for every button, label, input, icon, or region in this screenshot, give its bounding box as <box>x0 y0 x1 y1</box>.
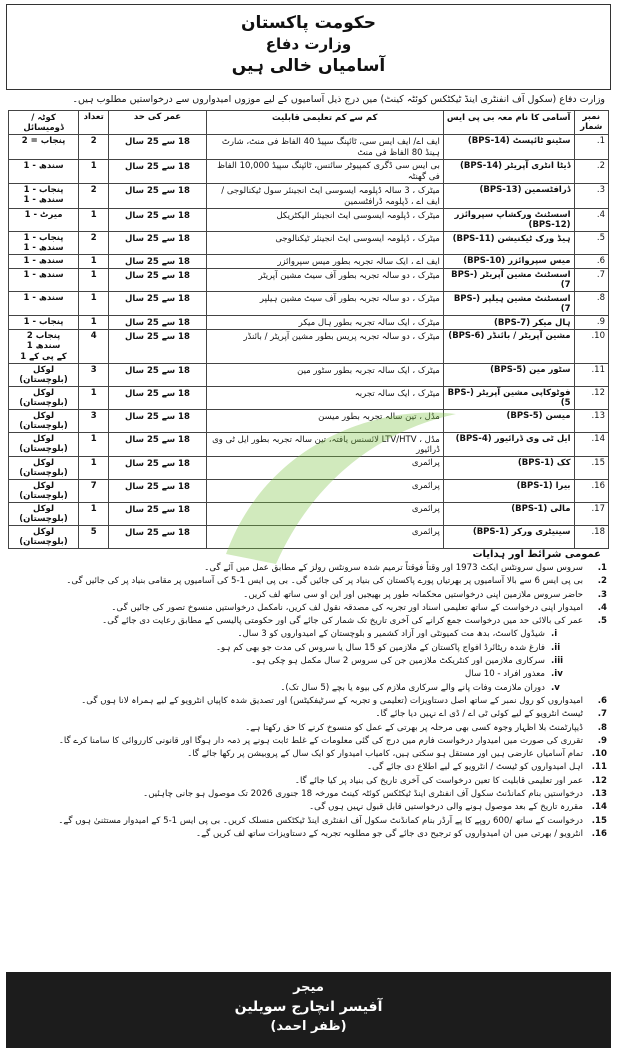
term-number: 12. <box>591 775 607 786</box>
row-post: ڈیٹا انٹری آپریٹر (BPS-14) <box>443 160 574 184</box>
row-serial: 11. <box>574 364 608 387</box>
row-age: 18 سے 25 سال <box>109 209 206 232</box>
row-post: ڈرافٹسمین (BPS-13) <box>443 184 574 209</box>
quota-line: لوکل (بلوچستان) <box>19 434 68 454</box>
vacancies-title: آسامیاں خالی ہیں <box>231 56 386 76</box>
term-item <box>12 815 607 828</box>
row-quota <box>9 330 79 364</box>
row-post: اسسٹنٹ ورکشاپ سپروائزر (BPS-12) <box>443 209 574 232</box>
term-item <box>12 655 607 668</box>
row-age: 18 سے 25 سال <box>109 364 206 387</box>
term-number: iii. <box>551 656 564 667</box>
term-number: v. <box>551 682 560 693</box>
term-item <box>12 628 607 641</box>
row-age: 18 سے 25 سال <box>109 316 206 330</box>
row-serial: 15. <box>574 457 608 480</box>
table-body <box>9 135 609 549</box>
row-qualification: میٹرک ، ایک سالہ تجربہ بطور سٹور مین <box>206 364 443 387</box>
row-serial: 3. <box>574 184 608 209</box>
row-count: 2 <box>79 135 109 160</box>
term-item <box>12 562 607 575</box>
term-text: درخواست کے ساتھ /600 روپے کا پے آرڈر بنام کمانڈنٹ سکول آف انفنٹری اینڈ ٹیکٹکس منسلک کریں۔ بی پی ایس 1-5 کے امیدوار مستثنیٰ ہوں گے۔ <box>58 815 583 826</box>
row-count: 1 <box>79 433 109 457</box>
row-age: 18 سے 25 سال <box>109 503 206 526</box>
quota-line: لوکل (بلوچستان) <box>19 388 68 408</box>
row-serial: 4. <box>574 209 608 232</box>
term-text: امیدوار اپنی درخواست کے ساتھ تعلیمی اسناد اور تجربہ کی مصدقہ نقول لف کریں، نامکمل درخواستیں منسوخ تصور کی جائیں گی۔ <box>111 602 583 613</box>
row-serial: 13. <box>574 410 608 433</box>
row-age: 18 سے 25 سال <box>109 255 206 269</box>
term-item <box>12 602 607 615</box>
quota-line: سندھ - 1 <box>23 256 64 266</box>
term-text: عمر اور تعلیمی قابلیت کا تعین درخواست کی آخری تاریخ کی بنیاد پر کیا جائے گا۔ <box>294 775 583 786</box>
advertisement-page <box>6 4 611 1049</box>
row-count: 1 <box>79 209 109 232</box>
row-qualification: پرائمری <box>206 526 443 549</box>
quota-line: سندھ - 1 <box>23 161 64 171</box>
term-item <box>12 708 607 721</box>
term-item <box>12 575 607 588</box>
row-serial: 1. <box>574 135 608 160</box>
row-quota <box>9 503 79 526</box>
table-row <box>9 135 609 160</box>
quota-line: لوکل (بلوچستان) <box>19 365 68 385</box>
term-item <box>12 748 607 761</box>
quota-line: پنجاب 2 <box>26 331 61 341</box>
term-number: 5. <box>597 616 607 627</box>
signatory-designation: آفیسر انچارج سویلین <box>234 999 383 1015</box>
row-quota <box>9 316 79 330</box>
row-serial: 6. <box>574 255 608 269</box>
term-number: 7. <box>597 709 607 720</box>
row-quota <box>9 292 79 316</box>
term-text: ٹیسٹ انٹرویو کے لیے کوئی ٹی اے / ڈی اے نہیں دیا جائے گا۔ <box>375 709 583 720</box>
row-post: سٹینو ٹائپسٹ (BPS-14) <box>443 135 574 160</box>
header-quota: کوٹہ / ڈومیسائل <box>9 111 79 135</box>
table-row <box>9 480 609 503</box>
row-qualification: پرائمری <box>206 480 443 503</box>
header-count: تعداد <box>79 111 109 135</box>
term-number: 13. <box>591 789 607 800</box>
term-number: i. <box>551 629 558 640</box>
row-age: 18 سے 25 سال <box>109 480 206 503</box>
row-age: 18 سے 25 سال <box>109 292 206 316</box>
row-quota <box>9 184 79 209</box>
term-number: 16. <box>591 828 607 839</box>
row-serial: 8. <box>574 292 608 316</box>
row-qualification: بی ایس سی ڈگری کمپیوٹر سائنس، ٹائپنگ سپیڈ 10,000 الفاظ فی گھنٹہ <box>206 160 443 184</box>
row-post: سٹور مین (BPS-5) <box>443 364 574 387</box>
table-row <box>9 526 609 549</box>
row-count: 1 <box>79 160 109 184</box>
term-item <box>12 722 607 735</box>
quota-line: لوکل (بلوچستان) <box>19 458 68 478</box>
table-row <box>9 209 609 232</box>
term-text: انٹرویو / بھرتی میں ان امیدواروں کو ترجیح دی جائے گی جو مطلوبہ تجربہ کے دستاویزات ساتھ لف کریں گے۔ <box>196 828 583 839</box>
row-post: کک (BPS-1) <box>443 457 574 480</box>
term-number: 3. <box>597 589 607 600</box>
table-row <box>9 330 609 364</box>
terms-title: عمومی شرائط اور ہدایات <box>472 549 601 560</box>
row-quota <box>9 160 79 184</box>
quota-line: لوکل (بلوچستان) <box>19 527 68 547</box>
row-post: سینیٹری ورکر (BPS-1) <box>443 526 574 549</box>
row-age: 18 سے 25 سال <box>109 232 206 255</box>
row-qualification: میٹرک ، دو سالہ تجربہ پریس بطور مشین آپریٹر / بائنڈر <box>206 330 443 364</box>
row-serial: 2. <box>574 160 608 184</box>
row-quota <box>9 480 79 503</box>
row-serial: 5. <box>574 232 608 255</box>
term-number: 9. <box>597 735 607 746</box>
signatory-rank: میجر <box>293 980 324 995</box>
row-count: 2 <box>79 184 109 209</box>
term-text: فارغ شدہ ریٹائرڈ افواج پاکستان کے ملازمین کو 15 سال یا سروس کی مدت جو بھی کم ہو۔ <box>216 642 545 653</box>
terms-list <box>12 562 607 841</box>
row-count: 1 <box>79 269 109 292</box>
term-number: ii. <box>551 642 561 653</box>
header-post: آسامی کا نام معہ بی پی ایس <box>443 111 574 135</box>
row-qualification: میٹرک ، ڈپلومہ ایسوسی ایٹ انجینئر الیکٹریکل <box>206 209 443 232</box>
row-qualification: مڈل ، تین سالہ تجربہ بطور میسن <box>206 410 443 433</box>
term-item <box>12 615 607 628</box>
quota-line: لوکل (بلوچستان) <box>19 481 68 501</box>
term-text: اہل امیدواروں کو ٹیسٹ / انٹرویو کے لیے اطلاع دی جائے گی۔ <box>367 762 583 773</box>
term-item <box>12 788 607 801</box>
term-number: 8. <box>597 722 607 733</box>
table-row <box>9 255 609 269</box>
row-quota <box>9 269 79 292</box>
row-count: 7 <box>79 480 109 503</box>
row-post: میسن (BPS-5) <box>443 410 574 433</box>
quota-line: میرٹ - 1 <box>24 210 63 220</box>
term-text: تقرری کی صورت میں امیدوار درخواست فارم میں درج کی گئی معلومات کے غلط ثابت ہونے پر ذمہ دار ہوگا اور قانونی کارروائی کا سامنا کرے گا۔ <box>58 735 583 746</box>
term-number: 1. <box>597 563 607 573</box>
table-row <box>9 433 609 457</box>
row-serial: 7. <box>574 269 608 292</box>
row-serial: 12. <box>574 387 608 410</box>
row-post: میس سپروائزر (BPS-10) <box>443 255 574 269</box>
quota-line: پنجاب - 1 <box>23 185 64 195</box>
term-item <box>12 828 607 841</box>
row-age: 18 سے 25 سال <box>109 135 206 160</box>
row-count: 5 <box>79 526 109 549</box>
row-qualification: میٹرک ، دو سالہ تجربہ بطور آف سیٹ مشین آپریٹر <box>206 269 443 292</box>
row-count: 1 <box>79 503 109 526</box>
jobs-table <box>8 110 609 549</box>
term-item <box>12 589 607 602</box>
quota-line: پنجاب - 1 <box>23 233 64 243</box>
row-post: بیرا (BPS-1) <box>443 480 574 503</box>
table-row <box>9 160 609 184</box>
signature-footer <box>6 972 611 1048</box>
term-number: 10. <box>591 749 607 760</box>
row-qualification: مڈل ، LTV/HTV لائسنس یافتہ، تین سالہ تجربہ بطور ایل ٹی وی ڈرائیور <box>206 433 443 457</box>
row-age: 18 سے 25 سال <box>109 387 206 410</box>
table-row <box>9 184 609 209</box>
term-text: دوران ملازمت وفات پانے والے سرکاری ملازم کی بیوہ یا بچے (5 سال تک)۔ <box>280 682 545 693</box>
term-text: مقررہ تاریخ کے بعد موصول ہونے والی درخواستیں قابل قبول نہیں ہوں گی۔ <box>309 802 583 813</box>
term-text: معذور افراد - 10 سال <box>464 669 545 680</box>
quota-line: سندھ - 1 <box>23 195 64 205</box>
row-age: 18 سے 25 سال <box>109 457 206 480</box>
term-text: تمام آسامیاں عارضی ہیں اور مستقل ہو سکتی ہیں، کامیاب امیدوار کو ایک سال کے پروبیشن پر رکھا جائے گا۔ <box>187 749 583 760</box>
row-age: 18 سے 25 سال <box>109 160 206 184</box>
row-quota <box>9 410 79 433</box>
header-box <box>6 4 611 90</box>
row-quota <box>9 255 79 269</box>
row-count: 1 <box>79 292 109 316</box>
term-item <box>12 668 607 681</box>
table-header-row <box>9 111 609 135</box>
term-number: 11. <box>591 762 607 773</box>
term-item <box>12 775 607 788</box>
term-number: 6. <box>597 695 607 706</box>
row-serial: 9. <box>574 316 608 330</box>
row-post: ایل ٹی وی ڈرائیور (BPS-4) <box>443 433 574 457</box>
term-number: 2. <box>597 576 607 587</box>
term-text: حاضر سروس ملازمین اپنی درخواستیں محکمانہ طور پر بھیجیں اور این او سی ساتھ لف کریں۔ <box>243 589 583 600</box>
row-qualification: میٹرک ، ایک سالہ تجربہ بطور ہال میکر <box>206 316 443 330</box>
quota-line: سندھ - 1 <box>23 270 64 280</box>
row-qualification: میٹرک ، ایک سالہ تجربہ <box>206 387 443 410</box>
quota-line: پنجاب = 2 <box>21 136 66 146</box>
row-quota <box>9 135 79 160</box>
row-age: 18 سے 25 سال <box>109 184 206 209</box>
signatory-name: (ظفر احمد) <box>270 1019 347 1034</box>
row-count: 1 <box>79 387 109 410</box>
table-row <box>9 457 609 480</box>
row-qualification: میٹرک ، ڈپلومہ ایسوسی ایٹ انجینئر ٹیکنالوجی <box>206 232 443 255</box>
row-post: ہال میکر (BPS-7) <box>443 316 574 330</box>
ministry-title: وزارت دفاع <box>265 35 352 53</box>
row-post: ہیڈ ورک ٹیکنیشن (BPS-11) <box>443 232 574 255</box>
term-item <box>12 735 607 748</box>
term-text: عمر کی بالائی حد میں درخواست جمع کرانے کی آخری تاریخ تک شمار کی جائے گی اور حکومتی پالیسی کے مطابق رعایت دی جائے گی۔ <box>102 616 583 627</box>
row-quota <box>9 457 79 480</box>
row-quota <box>9 364 79 387</box>
table-row <box>9 410 609 433</box>
term-item <box>12 801 607 814</box>
quota-line: سندھ - 1 <box>23 293 64 303</box>
row-age: 18 سے 25 سال <box>109 433 206 457</box>
row-serial: 10. <box>574 330 608 364</box>
quota-line: کے پی کے 1 <box>20 352 67 362</box>
quota-line: پنجاب - 1 <box>23 317 64 327</box>
term-text: شیڈول کاسٹ، بدھ مت کمیونٹی اور آزاد کشمیر و بلوچستان کے امیدواروں کو 3 سال۔ <box>237 629 545 640</box>
term-number: 15. <box>591 815 607 826</box>
quota-line: لوکل (بلوچستان) <box>19 504 68 524</box>
header-age: عمر کی حد <box>109 111 206 135</box>
row-qualification: میٹرک ، دو سالہ تجربہ بطور آف سیٹ مشین ہیلپر <box>206 292 443 316</box>
term-text: امیدواروں کو رول نمبر کے ساتھ اصل دستاویزات (تعلیمی و تجربہ کے سرٹیفکیٹس) اور تصدیق شدہ کاپیاں انٹرویو کے لیے ہمراہ لانا ہوں گی۔ <box>81 695 583 706</box>
row-qualification: میٹرک ، 3 سالہ ڈپلومہ ایسوسی ایٹ انجینئر سول ٹیکنالوجی / ایف اے ، ڈپلومہ ڈرافٹسمین <box>206 184 443 209</box>
row-age: 18 سے 25 سال <box>109 269 206 292</box>
row-count: 1 <box>79 457 109 480</box>
term-number: 14. <box>591 802 607 813</box>
row-post: مشین آپریٹر / بائنڈر (BPS-6) <box>443 330 574 364</box>
row-age: 18 سے 25 سال <box>109 410 206 433</box>
row-quota <box>9 526 79 549</box>
row-serial: 14. <box>574 433 608 457</box>
row-serial: 16. <box>574 480 608 503</box>
table-row <box>9 364 609 387</box>
row-count: 2 <box>79 232 109 255</box>
term-item <box>12 695 607 708</box>
row-quota <box>9 387 79 410</box>
row-count: 3 <box>79 410 109 433</box>
term-text: درخواستیں بنام کمانڈنٹ سکول آف انفنٹری اینڈ ٹیکٹکس کوئٹہ کینٹ مورخہ 18 جنوری 2026 تک موصول ہو جانی چاہئیں۔ <box>143 789 583 800</box>
row-count: 3 <box>79 364 109 387</box>
row-serial: 17. <box>574 503 608 526</box>
term-text: بی پی ایس 6 سے بالا آسامیوں پر بھرتیاں پورے پاکستان کی بنیاد پر کی جائیں گی۔ بی پی ایس 1-5 کی آسامیوں پر مقامی بنیاد پر کی جائیں گی۔ <box>66 576 583 587</box>
row-count: 4 <box>79 330 109 364</box>
row-qualification: ایف اے ، ایک سالہ تجربہ بطور میس سپروائزر <box>206 255 443 269</box>
row-qualification: پرائمری <box>206 503 443 526</box>
row-post: مالی (BPS-1) <box>443 503 574 526</box>
term-number: iv. <box>551 669 563 680</box>
term-text: سروس سول سرونٹس ایکٹ 1973 اور وقتاً فوقتاً ترمیم شدہ سرونٹس رولز کے مطابق عمل میں آئے گی۔ <box>204 563 583 573</box>
row-quota <box>9 232 79 255</box>
term-item <box>12 761 607 774</box>
row-serial: 18. <box>574 526 608 549</box>
table-row <box>9 292 609 316</box>
row-quota <box>9 209 79 232</box>
row-age: 18 سے 25 سال <box>109 526 206 549</box>
table-row <box>9 503 609 526</box>
row-post: فوٹوکاپی مشین آپریٹر (BPS-5) <box>443 387 574 410</box>
header-serial: نمبر شمار <box>574 111 608 135</box>
table-row <box>9 316 609 330</box>
row-qualification: پرائمری <box>206 457 443 480</box>
table-row <box>9 387 609 410</box>
table-row <box>9 269 609 292</box>
term-item <box>12 642 607 655</box>
row-post: اسسٹنٹ مشین ہیلپر (BPS-7) <box>443 292 574 316</box>
table-row <box>9 232 609 255</box>
term-item <box>12 682 607 695</box>
intro-text: وزارت دفاع (سکول آف انفنٹری اینڈ ٹیکٹکس کوئٹہ کینٹ) میں درج ذیل آسامیوں کے لیے موزوں امیدواروں سے درخواستیں مطلوب ہیں۔ <box>72 94 605 105</box>
government-title: حکومت پاکستان <box>240 13 377 33</box>
row-count: 1 <box>79 316 109 330</box>
quota-line: سندھ - 1 <box>23 243 64 253</box>
header-qualification: کم سے کم تعلیمی قابلیت <box>206 111 443 135</box>
row-age: 18 سے 25 سال <box>109 330 206 364</box>
row-quota <box>9 433 79 457</box>
term-number: 4. <box>597 602 607 613</box>
quota-line: لوکل (بلوچستان) <box>19 411 68 431</box>
term-text: ڈیپارٹمنٹ بلا اظہار وجوہ کسی بھی مرحلہ پر بھرتی کے عمل کو منسوخ کرنے کا حق رکھتا ہے۔ <box>245 722 583 733</box>
term-text: سرکاری ملازمین اور کنٹریکٹ ملازمین جن کی سروس 2 سال مکمل ہو چکی ہو۔ <box>251 656 545 667</box>
quota-line: سندھ 1 <box>26 341 61 351</box>
row-qualification: ایف اے/ ایف ایس سی، ٹائپنگ سپیڈ 40 الفاظ فی منٹ، شارٹ ہینڈ 80 الفاظ فی منٹ <box>206 135 443 160</box>
row-post: اسسٹنٹ مشین آپریٹر (BPS-7) <box>443 269 574 292</box>
row-count: 1 <box>79 255 109 269</box>
